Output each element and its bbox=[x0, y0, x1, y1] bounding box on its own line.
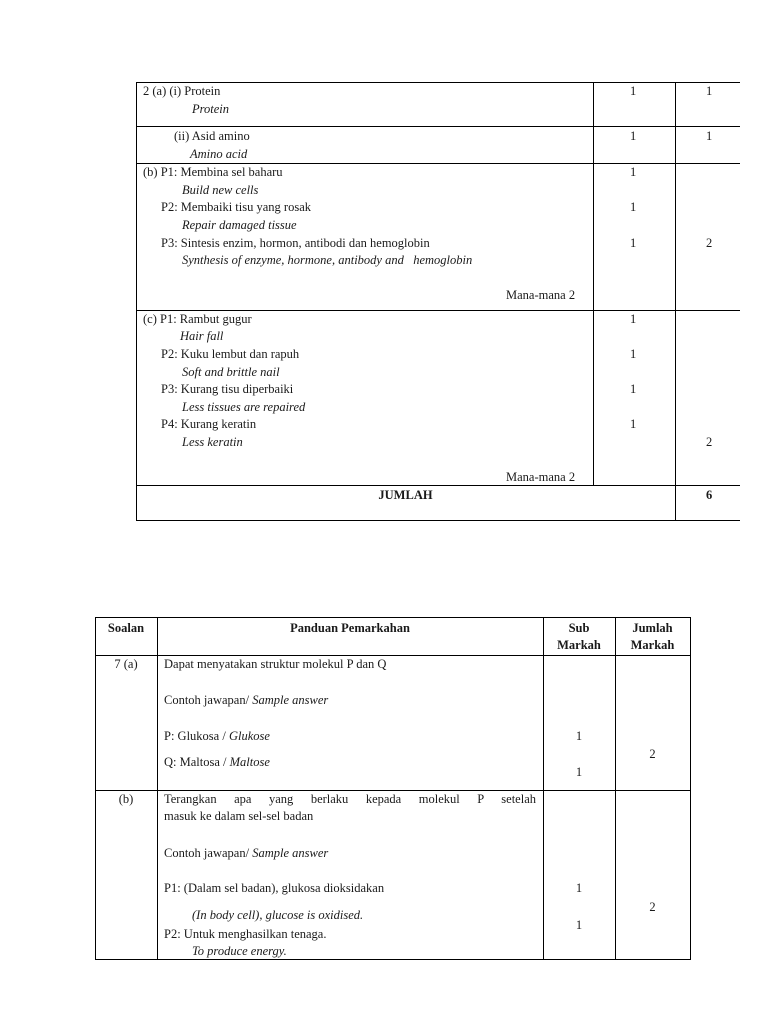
q7a-mark-p: 1 bbox=[575, 729, 583, 743]
q2c-any-two: Mana-mana 2 bbox=[506, 470, 576, 484]
q7a-sample-malay: Contoh jawapan/ bbox=[164, 693, 253, 707]
jumlah-label: JUMLAH bbox=[378, 488, 433, 502]
q7b-text-line1: Terangkan apa yang berlaku kepada molekul P setelah bbox=[164, 792, 536, 806]
q7a-sample-english: Sample answer bbox=[252, 693, 329, 707]
q2c-p2-english: Soft and brittle nail bbox=[182, 365, 280, 379]
header-jumlah-line1: Jumlah bbox=[632, 621, 673, 635]
q2c-mark-p3: 1 bbox=[630, 382, 637, 396]
q2b-p2-english: Repair damaged tissue bbox=[182, 218, 297, 232]
header-soalan: Soalan bbox=[107, 621, 145, 635]
q7a-text: Dapat menyatakan struktur molekul P dan Q bbox=[164, 657, 387, 671]
q7b-text-line2: masuk ke dalam sel-sel badan bbox=[164, 809, 314, 823]
q2b-total-mark: 2 bbox=[706, 236, 713, 250]
q2c-p4: P4: Kurang keratin bbox=[161, 417, 257, 431]
q7a-p-malay: P: Glukosa / bbox=[164, 729, 229, 743]
q7a-q-malay: Q: Maltosa / bbox=[164, 755, 230, 769]
q2a-i-english: Protein bbox=[192, 102, 230, 116]
q2b-p1-english: Build new cells bbox=[182, 183, 259, 197]
q7a-label: 7 (a) bbox=[114, 657, 138, 671]
q7b-sample-english: Sample answer bbox=[252, 846, 329, 860]
q2b-mark-p2: 1 bbox=[630, 200, 637, 214]
q7b-p2: P2: Untuk menghasilkan tenaga. bbox=[164, 927, 327, 941]
header-jumlah-line2: Markah bbox=[630, 638, 675, 652]
jumlah-value: 6 bbox=[706, 488, 713, 502]
q7b-total-mark: 2 bbox=[649, 900, 656, 914]
header-sub-line1: Sub bbox=[568, 621, 590, 635]
q2b-p3: P3: Sintesis enzim, hormon, antibodi dan hemoglobin bbox=[161, 236, 430, 250]
q2b-p2: P2: Membaiki tisu yang rosak bbox=[161, 200, 311, 214]
q7a-mark-q: 1 bbox=[575, 765, 583, 779]
q2b-p1: (b) P1: Membina sel baharu bbox=[143, 165, 283, 179]
q7b-p2-english: To produce energy. bbox=[192, 944, 287, 958]
q7a-sample bbox=[164, 693, 328, 708]
q2c-p3: P3: Kurang tisu diperbaiki bbox=[161, 382, 294, 396]
q2c-p2: P2: Kuku lembut dan rapuh bbox=[161, 347, 300, 361]
q7a-total-mark: 2 bbox=[649, 747, 656, 761]
q7b-sample bbox=[164, 846, 328, 861]
q2b-mark-p3: 1 bbox=[630, 236, 637, 250]
q7a-p bbox=[164, 729, 270, 744]
q7b-label: (b) bbox=[118, 792, 134, 806]
q2c-p1-english: Hair fall bbox=[180, 329, 224, 343]
q2a-ii-label: (ii) Asid amino bbox=[174, 129, 250, 143]
q7a-p-english: Glukose bbox=[228, 729, 270, 743]
q2c-mark-p4: 1 bbox=[630, 417, 637, 431]
header-sub-line2: Markah bbox=[557, 638, 601, 652]
q7a-q bbox=[164, 755, 270, 770]
q2a-i-sub-mark: 1 bbox=[630, 84, 637, 98]
q2b-any-two: Mana-mana 2 bbox=[506, 288, 576, 302]
q2a-ii-total-mark: 1 bbox=[706, 129, 713, 143]
q7b-mark-p1: 1 bbox=[575, 881, 583, 895]
q7b-p1-english: (In body cell), glucose is oxidised. bbox=[192, 908, 364, 922]
q7b-mark-p2: 1 bbox=[575, 918, 583, 932]
q2a-ii-sub-mark: 1 bbox=[630, 129, 637, 143]
q2a-i-total-mark: 1 bbox=[706, 84, 713, 98]
q7b-sample-malay: Contoh jawapan/ bbox=[164, 846, 253, 860]
header-panduan: Panduan Pemarkahan bbox=[290, 621, 410, 635]
q2a-i-label: 2 (a) (i) Protein bbox=[143, 84, 221, 98]
q2c-total-mark: 2 bbox=[706, 435, 713, 449]
q2c-mark-p2: 1 bbox=[630, 347, 637, 361]
q7b-p1: P1: (Dalam sel badan), glukosa dioksidakan bbox=[164, 881, 385, 895]
q2b-p3-english: Synthesis of enzyme, hormone, antibody and hemoglobin bbox=[182, 253, 473, 267]
q2c-p1: (c) P1: Rambut gugur bbox=[143, 312, 252, 326]
q2a-ii-english: Amino acid bbox=[190, 147, 248, 161]
q2c-mark-p1: 1 bbox=[630, 312, 637, 326]
q2b-mark-p1: 1 bbox=[630, 165, 637, 179]
q2c-p4-english: Less keratin bbox=[182, 435, 243, 449]
q2c-p3-english: Less tissues are repaired bbox=[182, 400, 306, 414]
q7a-q-english: Maltose bbox=[229, 755, 270, 769]
